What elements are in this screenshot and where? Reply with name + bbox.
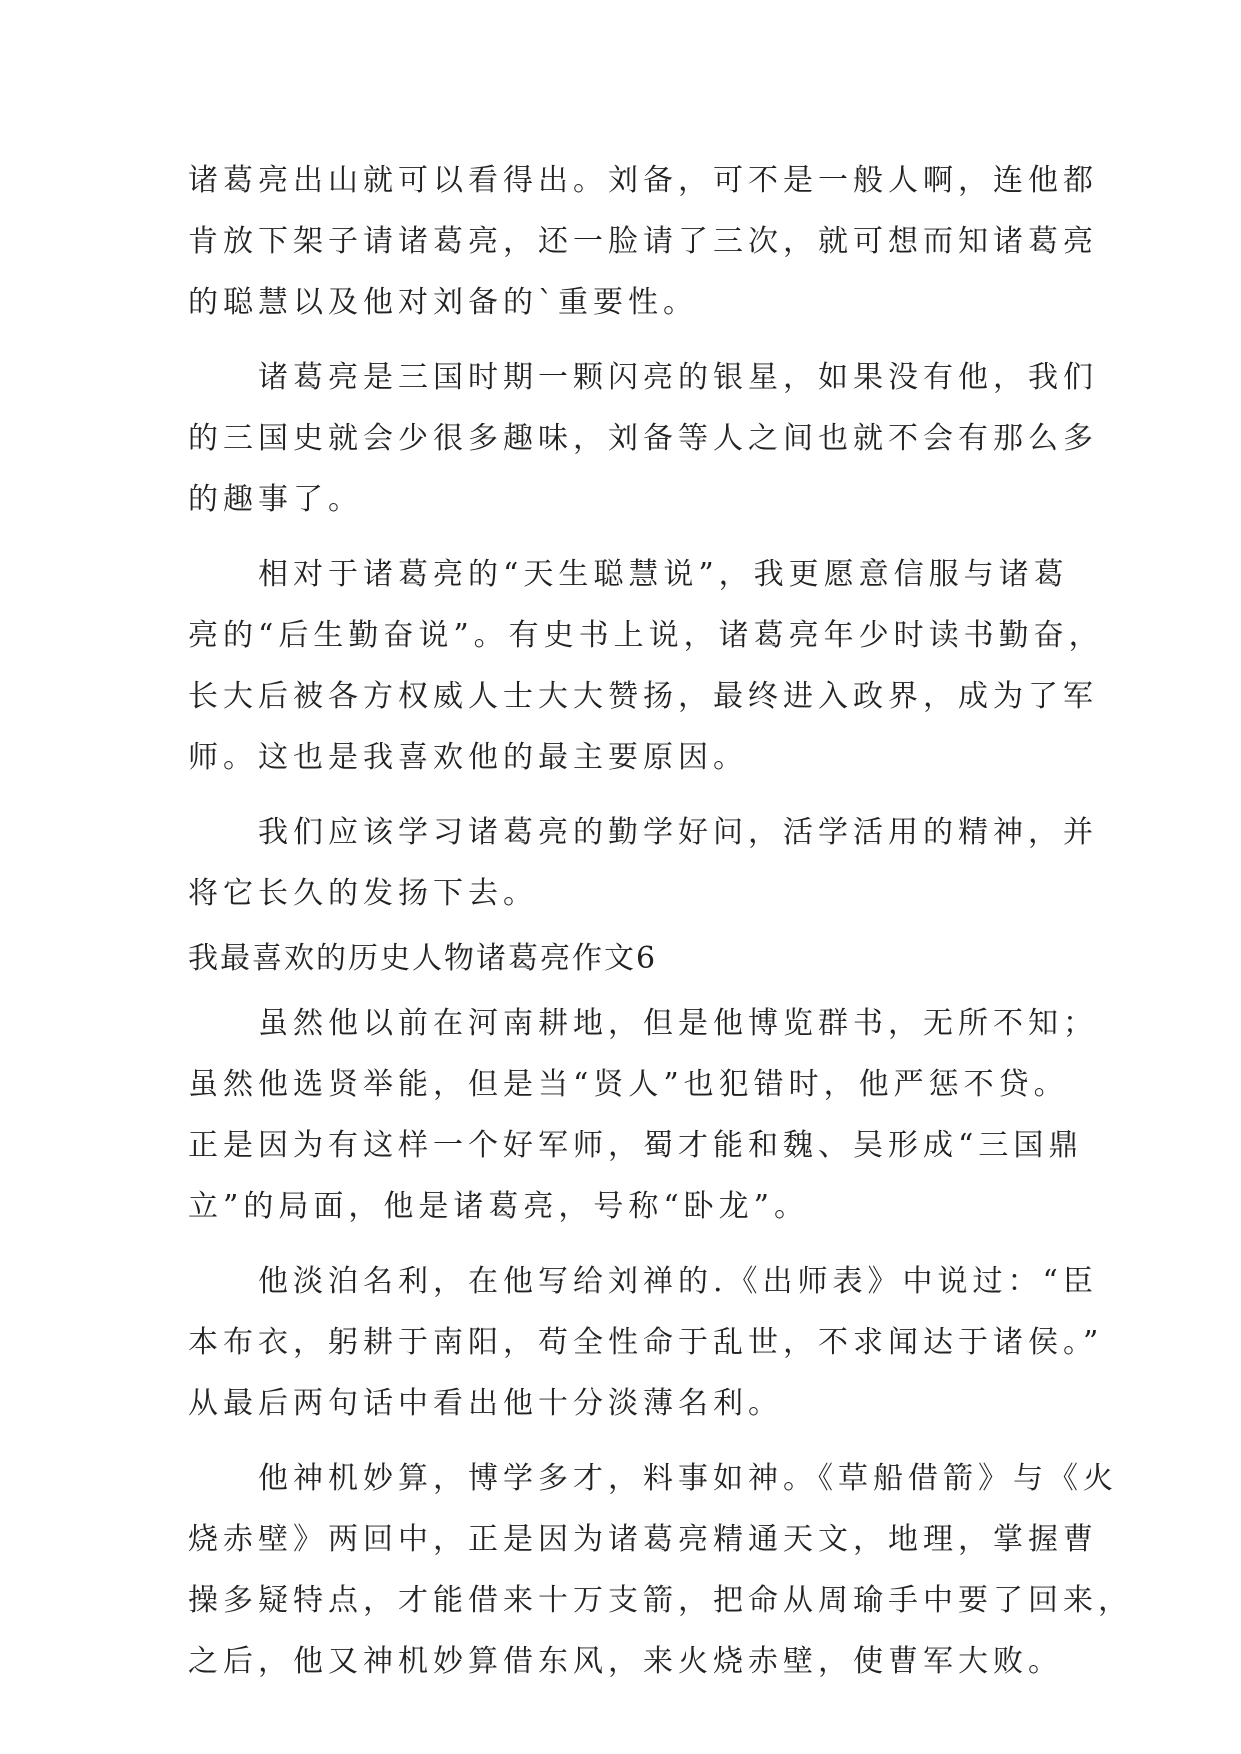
paragraph (188, 347, 1098, 530)
paragraph (188, 1448, 1133, 1692)
text-line: 他淡泊名利，在他写给刘禅的.《出师表》中说过：“臣 (258, 1264, 1098, 1299)
text-line: 操多疑特点，才能借来十万支箭，把命从周瑜手中要了回来， (188, 1583, 1133, 1618)
text-line: 我们应该学习诸葛亮的勤学好问，活学活用的精神，并 (258, 815, 1098, 850)
text-line: 诸葛亮出山就可以看得出。刘备，可不是一般人啊，连他都 (188, 163, 1098, 198)
paragraph-gap (188, 530, 1050, 544)
text-line: 长大后被各方权威人士大大赞扬，最终进入政界，成为了军 (188, 679, 1098, 714)
text-line: 师。这也是我喜欢他的最主要原因。 (188, 740, 748, 775)
paragraph (188, 544, 1104, 788)
text-line: 正是因为有这样一个好军师，蜀才能和魏、吴形成“三国鼎 (188, 1128, 1084, 1163)
text-line: 诸葛亮是三国时期一颗闪亮的银星，如果没有他，我们 (258, 360, 1098, 395)
text-line: 肯放下架子请诸葛亮，还一脸请了三次，就可想而知诸葛亮 (188, 224, 1098, 259)
paragraph (188, 802, 1098, 924)
text-line: 之后，他又神机妙算借东风，来火烧赤壁，使曹军大败。 (188, 1644, 1063, 1679)
text-line: 的趣事了。 (188, 482, 363, 517)
paragraph-gap (188, 788, 1050, 802)
text-line: 相对于诸葛亮的“天生聪慧说”，我更愿意信服与诸葛 (258, 557, 1069, 592)
paragraph-gap (188, 333, 1050, 347)
text-line: 虽然他选贤举能，但是当“贤人”也犯错时，他严惩不贷。 (188, 1067, 1069, 1102)
paragraph-gap (188, 1237, 1050, 1251)
document-body (188, 150, 1133, 1692)
text-line: 他神机妙算，博学多才，料事如神。《草船借箭》与《火 (258, 1461, 1118, 1496)
paragraph (188, 1251, 1104, 1434)
text-line: 烧赤壁》两回中，正是因为诸葛亮精通天文，地理，掌握曹 (188, 1522, 1098, 1557)
text-line: 从最后两句话中看出他十分淡薄名利。 (188, 1386, 783, 1421)
text-line: 将它长久的发扬下去。 (188, 876, 538, 911)
paragraph (188, 150, 1098, 333)
text-line: 亮的“后生勤奋说”。有史书上说，诸葛亮年少时读书勤奋， (188, 618, 1104, 653)
text-line: 立”的局面，他是诸葛亮，号称“卧龙”。 (188, 1189, 810, 1224)
text-line: 虽然他以前在河南耕地，但是他博览群书，无所不知； (258, 1006, 1098, 1041)
paragraph (188, 993, 1098, 1237)
paragraph-gap (188, 1434, 1050, 1448)
text-line: 的三国史就会少很多趣味，刘备等人之间也就不会有那么多 (188, 421, 1098, 456)
text-line: 本布衣，躬耕于南阳，苟全性命于乱世，不求闻达于诸侯。” (188, 1325, 1104, 1360)
section-heading: 我最喜欢的历史人物诸葛亮作文6 (188, 941, 658, 976)
text-line: 的聪慧以及他对刘备的`重要性。 (188, 285, 698, 320)
